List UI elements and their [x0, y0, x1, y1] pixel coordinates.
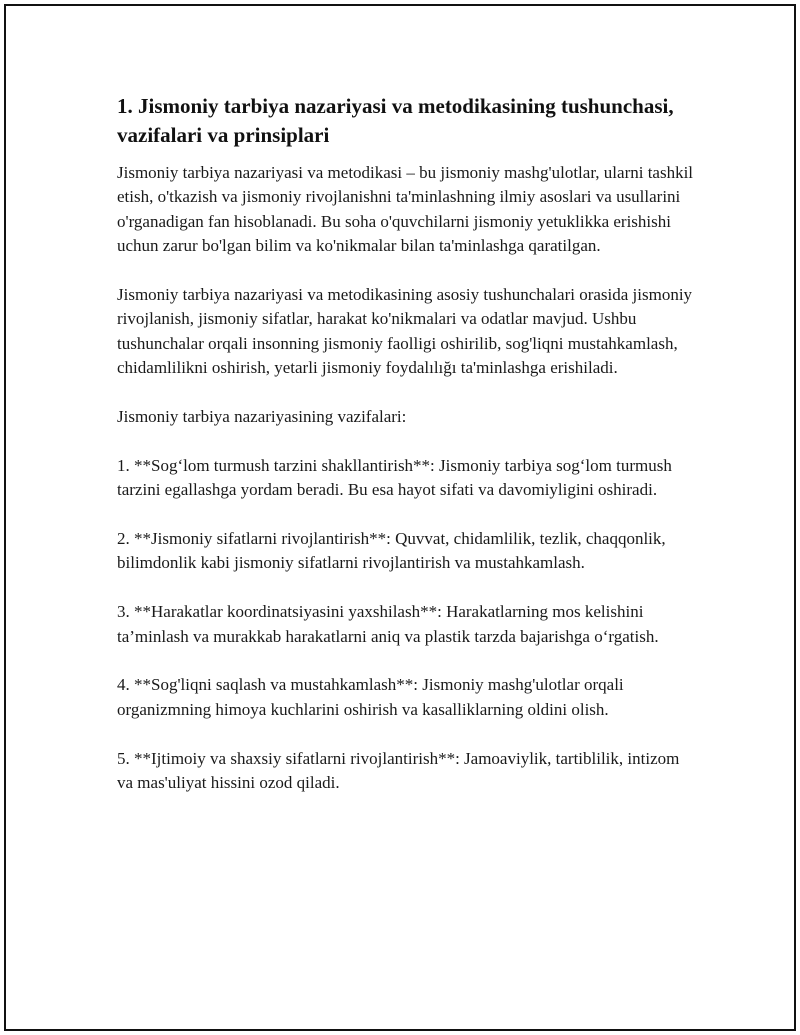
- task-item-4: 4. **Sog'liqni saqlash va mustahkamlash**: Jismoniy mashg'ulotlar orqali organizmning himoya kuchlarini oshirish va kasalliklarning oldini olish.: [117, 675, 624, 719]
- concepts-paragraph: Jismoniy tarbiya nazariyasi va metodikasining asosiy tushunchalari orasida jismoniy rivojlanish, jismoniy sifatlar, harakat ko'nikmalari va odatlar mavjud. Ushbu tushunchalar orqali insonning jismoniy faolligi oshirilib, sog'liqni mustahkamlash, chidamlilikni oshirish, yetarli jismoniy foydalılığı ta'minlashga erishiladi.: [117, 285, 693, 378]
- intro-paragraph: Jismoniy tarbiya nazariyasi va metodikasi – bu jismoniy mashg'ulotlar, ularni tashkil etish, o'tkazish va jismoniy rivojlanishni ta'minlashning ilmiy asoslari va usullarini o'rganadigan fan hisoblanadi. Bu soha o'quvchilarni jismoniy yetuklikka erishishi uchun zarur bo'lgan bilim va ko'nikmalar bilan ta'minlashga qaratilgan.: [117, 163, 694, 256]
- task-item-5: 5. **Ijtimoiy va shaxsiy sifatlarni rivojlantirish**: Jamoaviylik, tartiblilik, intizom va mas'uliyat hissini ozod qiladi.: [117, 748, 680, 793]
- task-item-3: 3. **Harakatlar koordinatsiyasini yaxshilash**: Harakatlarning mos kelishini ta’minlash va murakkab harakatlarni aniq va plastik tarzda bajarishga o‘rgatish.: [117, 602, 659, 646]
- task-item-1: 1. **Sog‘lom turmush tarzini shakllantirish**: Jismoniy tarbiya sog‘lom turmush tarzini egallashga yordam beradi. Bu esa hayot sifati va davomiyligini oshiradi.: [117, 455, 672, 500]
- task-item-2: 2. **Jismoniy sifatlarni rivojlantirish**: Quvvat, chidamlilik, tezlik, chaqqonlik, bilimdonlik kabi jismoniy sifatlarni rivojlantirish va mustahkamlash.: [117, 529, 666, 573]
- document-title: 1. Jismoniy tarbiya nazariyasi va metodikasining tushunchasi, vazifalari va prinsiplari: [117, 94, 674, 147]
- document-body: [117, 92, 697, 820]
- tasks-heading: Jismoniy tarbiya nazariyasining vazifalari:: [117, 407, 407, 427]
